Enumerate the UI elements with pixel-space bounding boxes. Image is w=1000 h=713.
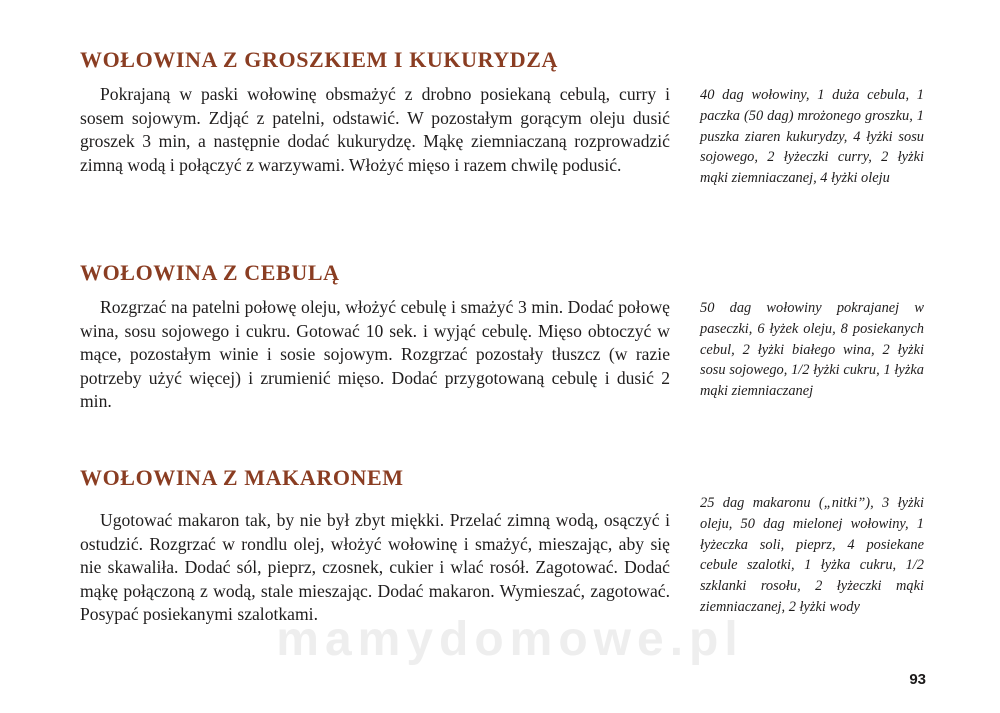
recipe-instructions: Rozgrzać na patelni połowę oleju, włożyć cebulę i smażyć 3 min. Dodać połowę wina, sosu sojowego i cukru. Gotować 10 sek. i wyjąć cebulę. Mięso obtoczyć w mące, pozostałym winie i sosie sojowym. Rozgrzać pozostały tłuszcz (w razie potrzeby użyć więcej) i zrumienić mięso. Dodać przygotowaną cebulę i dusić 2 min. [80,297,670,412]
recipe-ingredients: 25 dag makaronu („nitki”), 3 łyżki oleju, 50 dag mielonej wołowiny, 1 łyżeczka soli, pieprz, 4 posiekane cebule szalotki, 1 łyżka cukru, 1/2 szklanki rosołu, 2 łyżeczki mąki ziemniaczanej, 2 łyżki wody [700,495,924,615]
watermark: mamydomowe.pl [276,613,744,666]
recipe-title: WOŁOWINA Z MAKARONEM [80,465,404,490]
recipe-title: WOŁOWINA Z GROSZKIEM I KUKURYDZĄ [80,47,559,72]
recipe-ingredients: 50 dag wołowiny pokrajanej w paseczki, 6 łyżek oleju, 8 posiekanych cebul, 2 łyżki białego wina, 2 łyżki sosu sojowego, 1/2 łyżki cukru, 1 łyżka mąki ziemniaczanej [700,300,924,400]
recipe-title: WOŁOWINA Z CEBULĄ [80,260,340,285]
recipe-instructions: Pokrajaną w paski wołowinę obsmażyć z drobno posiekaną cebulą, curry i sosem sojowym. Zdjąć z patelni, odstawić. W pozostałym gorącym oleju dusić groszek 3 min, a następnie dodać kukurydzę. Mąkę ziemniaczaną rozprowadzić zimną wodą i połączyć z warzywami. Włożyć mięso i razem chwilę podusić. [80,84,670,175]
recipe-ingredients: 40 dag wołowiny, 1 duża cebula, 1 paczka (50 dag) mrożonego groszku, 1 puszka ziaren kukurydzy, 4 łyżki sosu sojowego, 2 łyżeczki curry, 2 łyżki mąki ziemniaczanej, 4 łyżki oleju [700,87,924,187]
recipe-instructions: Ugotować makaron tak, by nie był zbyt miękki. Przelać zimną wodą, osączyć i ostudzić. Rozgrzać w rondlu olej, włożyć wołowinę i smażyć, mieszając, aby się nie skawaliła. Dodać sól, pieprz, czosnek, cukier i wlać rosół. Zagotować. Dodać mąkę połączoną z wodą, stale mieszając. Dodać makaron. Wymieszać, zagotować. Posypać posiekanymi szalotkami. [80,510,670,625]
page-number: 93 [909,671,926,688]
